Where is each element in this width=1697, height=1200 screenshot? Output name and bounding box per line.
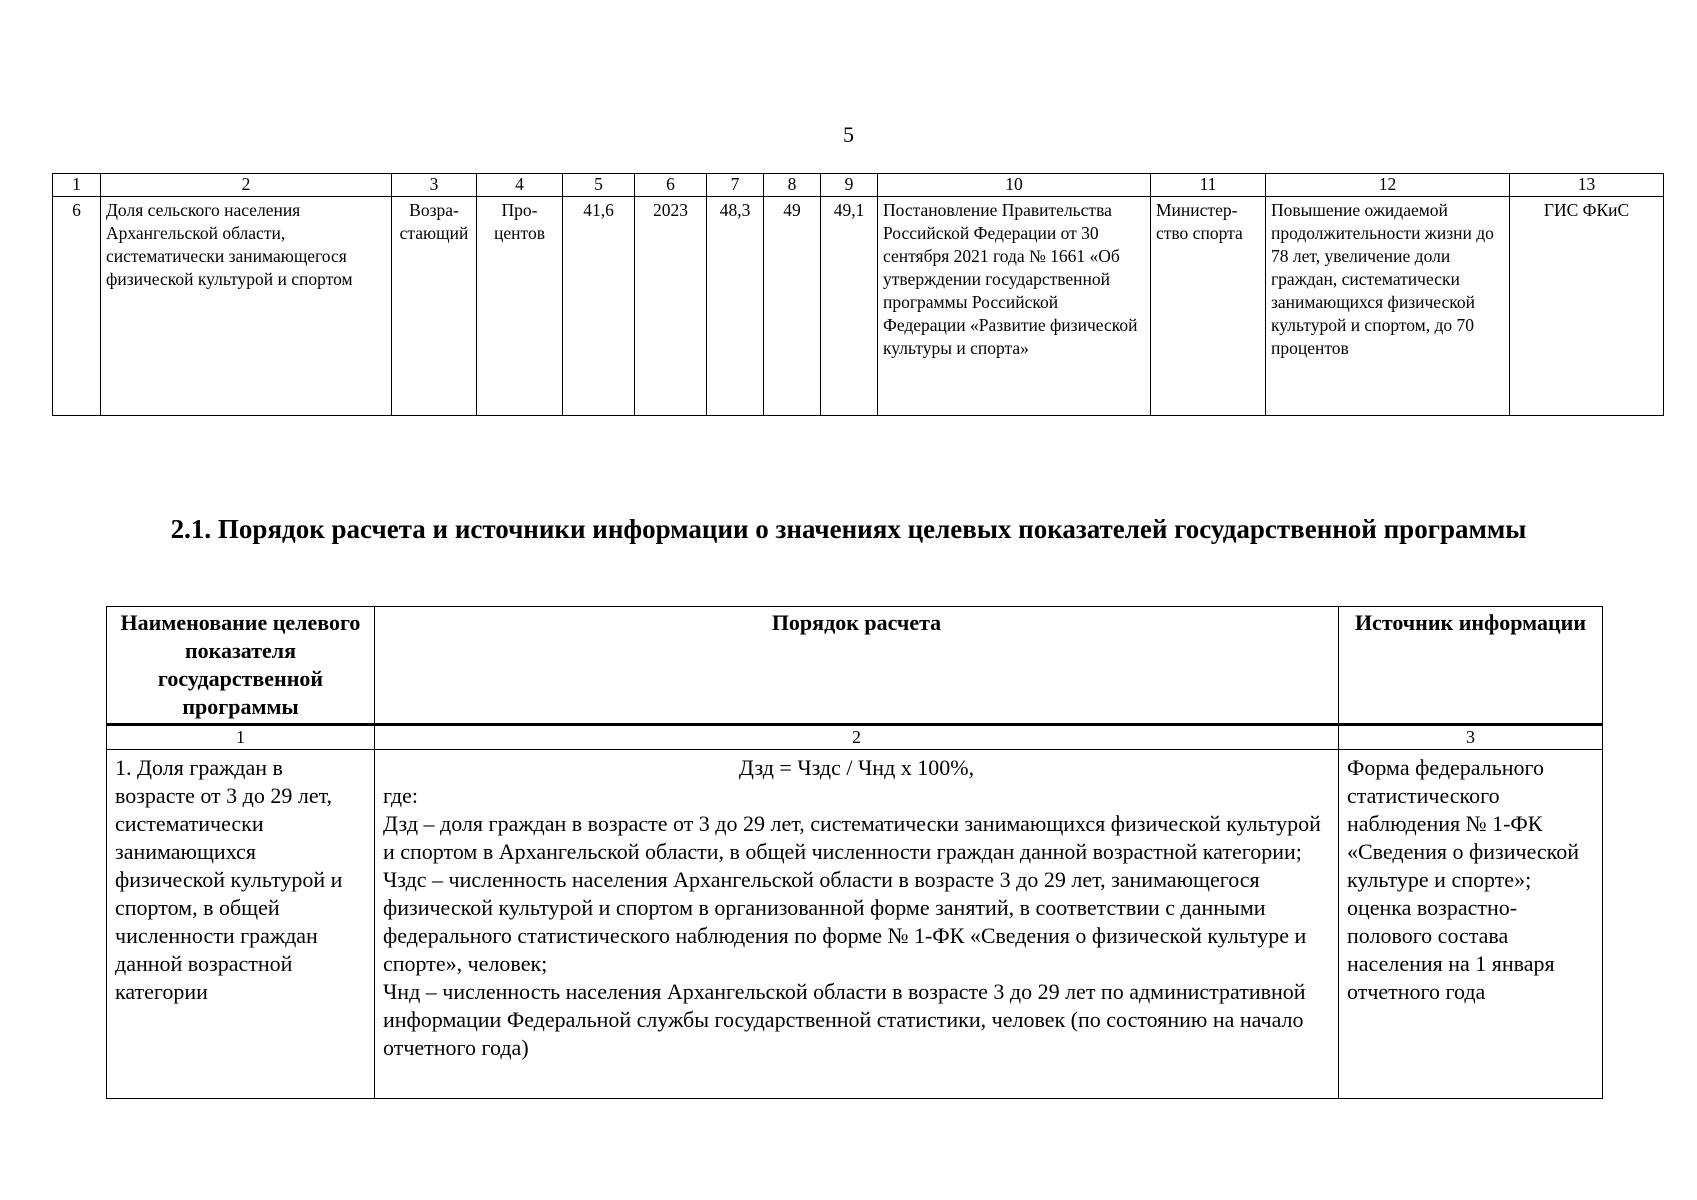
indicators-table xyxy=(52,173,1664,416)
col-num-4: 4 xyxy=(477,174,563,197)
col-num-5: 5 xyxy=(563,174,635,197)
source-cell: Форма федерального статистического наблюдения № 1-ФК «Сведения о физической культуре и спорте»; оценка возрастно-полового состава населения на 1 января отчетного года xyxy=(1339,750,1603,1099)
definition-chzds: Чздс – численность населения Архангельской области в возрасте 3 до 29 лет, занимающегося физической культурой и спортом в организованной форме занятий, в соответствии с данными федерального статистического наблюдения по форме № 1-ФК «Сведения о физической культуре и спорте», человек; xyxy=(383,867,1307,976)
header-indicator-name: Наименование целевого показателя государственной программы xyxy=(107,607,375,725)
regulatory-document: Постановление Правительства Российской Федерации от 30 сентября 2021 года № 1661 «Об утверждении государственной программы Российской Федерации «Развитие физической культуры и спорта» xyxy=(878,197,1151,416)
table-row xyxy=(107,750,1603,1099)
calculation-table xyxy=(106,606,1603,1099)
base-value: 41,6 xyxy=(563,197,635,416)
base-year: 2023 xyxy=(635,197,707,416)
header-row xyxy=(107,607,1603,725)
col-num-1: 1 xyxy=(53,174,101,197)
col-num-11: 11 xyxy=(1151,174,1266,197)
col-num-1: 1 xyxy=(107,725,375,750)
info-system: ГИС ФКиС xyxy=(1510,197,1664,416)
col-num-8: 8 xyxy=(764,174,821,197)
calculation-cell xyxy=(375,750,1339,1099)
definition-dzd: Дзд – доля граждан в возрасте от 3 до 29 лет, систематически занимающихся физической культурой и спортом в Архангельской области, в общей численности граждан данной возрастной категории; xyxy=(383,811,1321,864)
trend-type: Возра-стающий xyxy=(392,197,477,416)
column-number-row xyxy=(53,174,1664,197)
where-label: где: xyxy=(383,783,418,808)
indicator-name: Доля сельского населения Архангельской области, систематически занимающегося физической культурой и спортом xyxy=(101,197,392,416)
col-num-13: 13 xyxy=(1510,174,1664,197)
indicator-cell: 1. Доля граждан в возрасте от 3 до 29 лет, систематически занимающихся физической культурой и спортом, в общей численности граждан данной возрастной категории xyxy=(107,750,375,1099)
national-goal: Повышение ожидаемой продолжительности жизни до 78 лет, увеличение доли граждан, систематически занимающихся физической культурой и спортом, до 70 процентов xyxy=(1266,197,1510,416)
col-num-2: 2 xyxy=(375,725,1339,750)
row-number: 6 xyxy=(53,197,101,416)
value-1: 48,3 xyxy=(707,197,764,416)
col-num-12: 12 xyxy=(1266,174,1510,197)
col-num-6: 6 xyxy=(635,174,707,197)
col-num-2: 2 xyxy=(101,174,392,197)
col-num-3: 3 xyxy=(392,174,477,197)
page-number: 5 xyxy=(843,122,854,147)
formula: Дзд = Чздс / Чнд х 100%, xyxy=(738,755,975,780)
unit: Про-центов xyxy=(477,197,563,416)
value-3: 49,1 xyxy=(821,197,878,416)
column-number-row xyxy=(107,725,1603,750)
definition-chnd: Чнд – численность населения Архангельской области в возрасте 3 до 29 лет по административной информации Федеральной службы государственной статистики, человек (по состоянию на начало отчетного года) xyxy=(383,979,1306,1060)
header-calculation: Порядок расчета xyxy=(375,607,1339,725)
col-num-9: 9 xyxy=(821,174,878,197)
table-row xyxy=(53,197,1664,416)
section-title: 2.1. Порядок расчета и источники информации о значениях целевых показателей государственной программы xyxy=(170,514,1527,544)
col-num-10: 10 xyxy=(878,174,1151,197)
col-num-3: 3 xyxy=(1339,725,1603,750)
value-2: 49 xyxy=(764,197,821,416)
responsible-body: Министер-ство спорта xyxy=(1151,197,1266,416)
col-num-7: 7 xyxy=(707,174,764,197)
header-source: Источник информации xyxy=(1339,607,1603,725)
